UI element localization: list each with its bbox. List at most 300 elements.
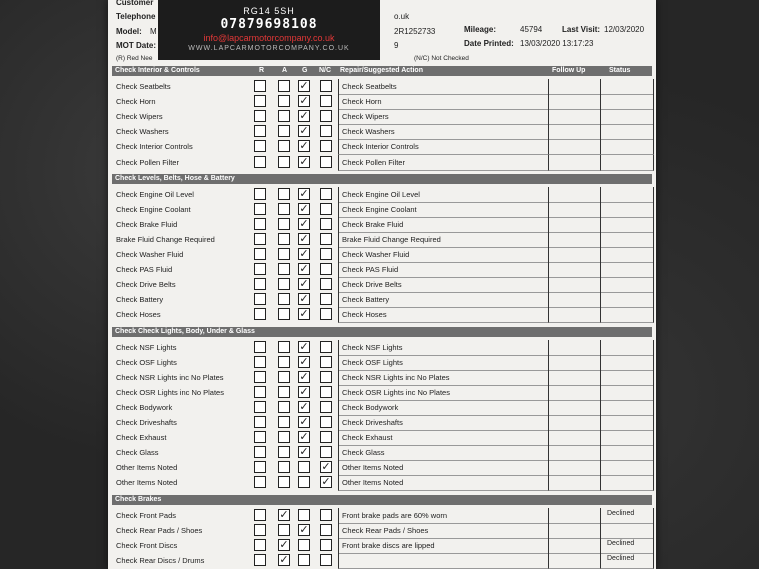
date-printed-label: Date Printed: <box>464 39 514 48</box>
action-cell <box>338 109 549 125</box>
checkbox-a[interactable]: ✓ <box>279 538 289 551</box>
status-cell <box>600 385 654 401</box>
action-text: Check Driveshafts <box>342 418 403 427</box>
checkbox-a[interactable] <box>278 308 290 320</box>
section-header <box>112 66 652 76</box>
action-cell <box>338 355 549 371</box>
checkbox-g[interactable]: ✓ <box>299 187 309 200</box>
status-cell <box>600 232 654 248</box>
action-cell <box>338 262 549 278</box>
mot-date-label: MOT Date: <box>116 41 156 50</box>
checkbox-g[interactable]: ✓ <box>299 416 309 428</box>
follow-up-cell[interactable] <box>548 508 601 524</box>
checkbox-nc[interactable] <box>320 554 332 566</box>
checkbox-nc[interactable] <box>320 356 332 368</box>
checkbox-r[interactable] <box>254 80 266 92</box>
action-text: Front brake discs are lipped <box>342 540 435 550</box>
column-header-action: Repair/Suggested Action <box>340 67 423 74</box>
checkbox-g[interactable]: ✓ <box>299 523 309 536</box>
status-cell <box>600 247 654 263</box>
item-label: Check Front Discs <box>116 540 178 550</box>
action-text: Check Engine Oil Level <box>342 189 420 199</box>
action-cell <box>338 247 549 263</box>
status-cell <box>600 187 654 203</box>
follow-up-cell[interactable] <box>548 187 601 203</box>
checkbox-nc[interactable] <box>320 125 332 137</box>
checkbox-r[interactable] <box>254 248 266 260</box>
checklist-row <box>112 508 652 523</box>
item-label: Check NSR Lights inc No Plates <box>116 372 224 382</box>
checkbox-r[interactable] <box>254 371 266 383</box>
section-title: Check Interior & Controls <box>115 67 200 74</box>
checkbox-a[interactable] <box>278 218 290 230</box>
checkbox-nc[interactable] <box>320 293 332 305</box>
checkbox-g[interactable]: ✓ <box>299 95 309 108</box>
status-cell <box>600 124 654 140</box>
action-cell <box>338 292 549 308</box>
action-text: Other Items Noted <box>342 463 404 473</box>
action-text: Check Horn <box>342 97 382 107</box>
checkbox-g[interactable]: ✓ <box>299 293 309 306</box>
checklist-row <box>112 232 652 247</box>
checkbox-a[interactable] <box>278 95 290 107</box>
checkbox-g[interactable]: ✓ <box>299 140 309 153</box>
checklist-row <box>112 538 652 553</box>
action-text: Check Engine Coolant <box>342 204 417 214</box>
checkbox-nc[interactable] <box>320 248 332 260</box>
column-header-follow-up: Follow Up <box>552 67 586 74</box>
action-cell <box>338 139 549 155</box>
action-cell <box>338 415 549 431</box>
checklist-row <box>112 385 652 400</box>
action-cell <box>338 430 549 446</box>
status-cell <box>600 292 654 308</box>
checkbox-r[interactable] <box>254 233 266 245</box>
follow-up-cell[interactable] <box>548 460 601 476</box>
checklist-row <box>112 460 652 475</box>
item-label: Check PAS Fluid <box>116 265 173 275</box>
action-cell <box>338 94 549 110</box>
item-label: Other Items Noted <box>116 478 178 488</box>
checkbox-r[interactable] <box>254 446 266 458</box>
status-cell <box>600 460 654 476</box>
section-header <box>112 327 652 337</box>
action-cell <box>338 370 549 386</box>
last-visit-value: 12/03/2020 <box>604 25 645 34</box>
action-text: Check Rear Pads / Shoes <box>342 525 429 535</box>
action-cell <box>338 523 549 539</box>
checkbox-r[interactable] <box>254 218 266 230</box>
checklist-row <box>112 445 652 460</box>
item-label: Brake Fluid Change Required <box>116 234 215 244</box>
action-text: Check PAS Fluid <box>342 265 399 275</box>
checkbox-r[interactable] <box>254 263 266 275</box>
follow-up-cell[interactable] <box>548 475 601 491</box>
checkbox-g[interactable]: ✓ <box>299 125 309 138</box>
checkbox-a[interactable]: ✓ <box>279 553 289 566</box>
checkbox-a[interactable] <box>278 293 290 305</box>
checkbox-r[interactable] <box>254 341 266 353</box>
checkbox-r[interactable] <box>254 554 266 566</box>
status-cell <box>600 355 654 371</box>
action-cell <box>338 460 549 476</box>
checkbox-r[interactable] <box>254 95 266 107</box>
sticker-email: info@lapcarmotorcompany.co.uk <box>203 33 335 43</box>
checkbox-r[interactable] <box>254 461 266 473</box>
sticker-website: WWW.LAPCARMOTORCOMPANY.CO.UK <box>188 45 350 52</box>
checkbox-r[interactable] <box>254 524 266 536</box>
item-label: Check Hoses <box>116 310 161 320</box>
action-text: Check Exhaust <box>342 433 393 443</box>
follow-up-cell[interactable] <box>548 124 601 140</box>
checklist-row <box>112 475 652 490</box>
column-header-status: Status <box>609 67 631 74</box>
status-cell <box>600 262 654 278</box>
checkbox-g[interactable]: ✓ <box>299 385 309 398</box>
checkbox-nc[interactable] <box>320 401 332 413</box>
checkbox-nc[interactable] <box>320 524 332 536</box>
follow-up-cell[interactable] <box>548 277 601 293</box>
status-cell <box>600 217 654 233</box>
checkbox-a[interactable] <box>278 110 290 122</box>
checkbox-r[interactable] <box>254 293 266 305</box>
status-cell <box>600 475 654 491</box>
follow-up-cell[interactable] <box>548 445 601 461</box>
checkbox-r[interactable] <box>254 509 266 521</box>
status-cell <box>600 538 654 554</box>
column-header-r: R <box>259 67 265 74</box>
action-text: Check Glass <box>342 448 385 458</box>
checkbox-g[interactable]: ✓ <box>299 446 309 459</box>
action-cell <box>338 340 549 356</box>
checkbox-a[interactable] <box>278 156 290 168</box>
checkbox-nc[interactable] <box>320 110 332 122</box>
item-label: Check Wipers <box>116 112 163 122</box>
checkbox-r[interactable] <box>254 356 266 368</box>
item-label: Check Drive Belts <box>116 280 176 290</box>
checkbox-g[interactable]: ✓ <box>299 355 309 368</box>
action-text: Check Bodywork <box>342 402 399 412</box>
checkbox-nc[interactable]: ✓ <box>321 461 331 474</box>
action-text: Check Seatbelts <box>342 82 397 91</box>
action-cell <box>338 187 549 203</box>
action-text: Check Interior Controls <box>342 142 419 152</box>
checkbox-a[interactable] <box>278 446 290 458</box>
checkbox-nc[interactable] <box>320 203 332 215</box>
item-label: Check OSR Lights inc No Plates <box>116 387 224 397</box>
checkbox-g[interactable] <box>298 509 310 521</box>
checkbox-a[interactable] <box>278 80 290 92</box>
checkbox-a[interactable] <box>278 431 290 443</box>
follow-up-cell[interactable] <box>548 523 601 539</box>
follow-up-cell[interactable] <box>548 217 601 233</box>
item-label: Check Bodywork <box>116 402 173 412</box>
follow-up-cell[interactable] <box>548 307 601 323</box>
follow-up-cell[interactable] <box>548 109 601 125</box>
checkbox-a[interactable] <box>278 188 290 200</box>
checkbox-nc[interactable] <box>320 188 332 200</box>
item-label: Check Washers <box>116 127 169 137</box>
follow-up-cell[interactable] <box>548 355 601 371</box>
checklist-row <box>112 430 652 445</box>
checklist-row <box>112 523 652 538</box>
mileage-value: 45794 <box>520 25 543 34</box>
checkbox-g[interactable]: ✓ <box>299 263 309 276</box>
action-text: Check NSR Lights inc No Plates <box>342 372 450 382</box>
checkbox-g[interactable]: ✓ <box>299 232 309 245</box>
checkbox-r[interactable] <box>254 386 266 398</box>
action-text: Check Washer Fluid <box>342 250 410 259</box>
checkbox-nc[interactable] <box>320 509 332 521</box>
item-label: Check Battery <box>116 295 164 305</box>
action-cell <box>338 307 549 323</box>
action-cell <box>338 155 549 171</box>
checkbox-g[interactable]: ✓ <box>299 278 309 291</box>
action-text: Check Washers <box>342 127 395 137</box>
action-cell <box>338 232 549 248</box>
follow-up-cell[interactable] <box>548 247 601 263</box>
status-cell <box>600 400 654 416</box>
checkbox-g[interactable] <box>298 476 310 488</box>
item-label: Check Horn <box>116 97 156 107</box>
action-cell <box>338 553 549 569</box>
status-cell <box>600 508 654 524</box>
checkbox-g[interactable]: ✓ <box>299 340 309 353</box>
checkbox-g[interactable]: ✓ <box>299 217 309 230</box>
checklist-row <box>112 202 652 217</box>
checkbox-g[interactable] <box>298 461 310 473</box>
checkbox-a[interactable] <box>278 371 290 383</box>
action-cell <box>338 475 549 491</box>
follow-up-cell[interactable] <box>548 292 601 308</box>
follow-up-cell[interactable] <box>548 262 601 278</box>
action-text: Check OSF Lights <box>342 357 403 367</box>
checkbox-nc[interactable] <box>320 80 332 92</box>
item-label: Check Exhaust <box>116 433 167 443</box>
checklist-row <box>112 217 652 232</box>
model-value: M <box>150 27 157 36</box>
action-cell <box>338 124 549 140</box>
action-text: Check NSF Lights <box>342 342 403 352</box>
checklist-row <box>112 79 652 94</box>
checkbox-nc[interactable] <box>320 431 332 443</box>
status-cell <box>600 445 654 461</box>
checkbox-g[interactable]: ✓ <box>299 431 309 444</box>
follow-up-cell[interactable] <box>548 79 601 95</box>
follow-up-cell[interactable] <box>548 155 601 171</box>
checkbox-nc[interactable] <box>320 446 332 458</box>
checkbox-nc[interactable] <box>320 308 332 320</box>
follow-up-cell[interactable] <box>548 202 601 218</box>
action-cell <box>338 400 549 416</box>
status-cell <box>600 307 654 323</box>
checkbox-g[interactable]: ✓ <box>299 248 309 260</box>
checklist-row <box>112 94 652 109</box>
checkbox-nc[interactable] <box>320 263 332 275</box>
item-label: Check Glass <box>116 448 159 458</box>
follow-up-cell[interactable] <box>548 538 601 554</box>
checkbox-r[interactable] <box>254 431 266 443</box>
status-cell <box>600 370 654 386</box>
mileage-label: Mileage: <box>464 25 497 34</box>
status-cell <box>600 94 654 110</box>
customer-label: Customer <box>116 0 154 7</box>
item-label: Check Engine Coolant <box>116 204 191 214</box>
status-text: Declined <box>607 554 635 562</box>
sticker-phone: 07879698108 <box>220 17 318 32</box>
status-cell <box>600 202 654 218</box>
checkbox-a[interactable] <box>278 125 290 137</box>
checkbox-a[interactable] <box>278 341 290 353</box>
column-header-g: G <box>302 67 308 74</box>
checkbox-nc[interactable] <box>320 218 332 230</box>
action-text: Check Wipers <box>342 112 389 122</box>
checkbox-r[interactable] <box>254 188 266 200</box>
checkbox-a[interactable]: ✓ <box>279 508 289 521</box>
checkbox-a[interactable] <box>278 461 290 473</box>
checkbox-a[interactable] <box>278 140 290 152</box>
checkbox-g[interactable]: ✓ <box>299 308 309 321</box>
checkbox-nc[interactable] <box>320 371 332 383</box>
checkbox-r[interactable] <box>254 539 266 551</box>
status-text: Declined <box>607 509 635 517</box>
action-text: Check Pollen Filter <box>342 157 405 167</box>
checkbox-r[interactable] <box>254 416 266 428</box>
checkbox-a[interactable] <box>278 476 290 488</box>
action-cell <box>338 202 549 218</box>
action-cell <box>338 508 549 524</box>
status-cell <box>600 430 654 446</box>
action-text: Check Drive Belts <box>342 280 402 290</box>
item-label: Check Brake Fluid <box>116 219 178 229</box>
checkbox-nc[interactable] <box>320 156 332 168</box>
status-cell <box>600 109 654 125</box>
checkbox-nc[interactable] <box>320 539 332 551</box>
checkbox-a[interactable] <box>278 386 290 398</box>
checkbox-a[interactable] <box>278 524 290 536</box>
checkbox-r[interactable] <box>254 125 266 137</box>
checkbox-nc[interactable] <box>320 233 332 245</box>
action-text: Check Brake Fluid <box>342 219 404 229</box>
checkbox-a[interactable] <box>278 248 290 260</box>
checklist-row <box>112 262 652 277</box>
checkbox-g[interactable]: ✓ <box>299 370 309 383</box>
status-cell <box>600 415 654 431</box>
email-partial: o.uk <box>394 12 410 21</box>
checkbox-a[interactable] <box>278 356 290 368</box>
checklist-row <box>112 277 652 292</box>
checkbox-nc[interactable] <box>320 278 332 290</box>
action-text: Front brake pads are 60% worn <box>342 510 448 520</box>
checklist-row <box>112 355 652 370</box>
checkbox-r[interactable] <box>254 140 266 152</box>
checkbox-r[interactable] <box>254 476 266 488</box>
checkbox-nc[interactable] <box>320 416 332 428</box>
item-label: Check Seatbelts <box>116 82 171 91</box>
checkbox-a[interactable] <box>278 203 290 215</box>
status-cell <box>600 553 654 569</box>
date-printed-value: 13/03/2020 13:17:23 <box>520 39 594 48</box>
follow-up-cell[interactable] <box>548 370 601 386</box>
status-text: Declined <box>607 539 635 547</box>
legend-right: (N/C) Not Checked <box>414 55 469 62</box>
checkbox-a[interactable] <box>278 401 290 413</box>
checkbox-r[interactable] <box>254 278 266 290</box>
item-label: Check Front Pads <box>116 510 177 520</box>
follow-up-cell[interactable] <box>548 340 601 356</box>
checkbox-r[interactable] <box>254 401 266 413</box>
checklist-row <box>112 415 652 430</box>
follow-up-cell[interactable] <box>548 94 601 110</box>
checklist-row <box>112 340 652 355</box>
section-header <box>112 174 652 184</box>
checkbox-a[interactable] <box>278 278 290 290</box>
follow-up-cell[interactable] <box>548 385 601 401</box>
action-cell <box>338 385 549 401</box>
checklist-row <box>112 400 652 415</box>
section-title: Check Check Lights, Body, Under & Glass <box>115 327 255 335</box>
checkbox-g[interactable]: ✓ <box>299 80 309 92</box>
checkbox-r[interactable] <box>254 110 266 122</box>
action-text: Check Battery <box>342 295 390 305</box>
checkbox-nc[interactable] <box>320 341 332 353</box>
checkbox-a[interactable] <box>278 416 290 428</box>
follow-up-cell[interactable] <box>548 232 601 248</box>
follow-up-cell[interactable] <box>548 430 601 446</box>
checkbox-nc[interactable] <box>320 140 332 152</box>
checkbox-nc[interactable] <box>320 386 332 398</box>
checklist-row <box>112 370 652 385</box>
checkbox-g[interactable]: ✓ <box>299 155 309 168</box>
status-cell <box>600 79 654 95</box>
checklist-row <box>112 139 652 154</box>
checkbox-r[interactable] <box>254 308 266 320</box>
checkbox-g[interactable] <box>298 539 310 551</box>
checkbox-nc[interactable]: ✓ <box>321 476 331 489</box>
item-label: Check Rear Discs / Drums <box>116 555 205 565</box>
follow-up-cell[interactable] <box>548 553 601 569</box>
checkbox-a[interactable] <box>278 233 290 245</box>
sticker-postcode: RG14 5SH <box>243 6 295 16</box>
checkbox-g[interactable] <box>298 554 310 566</box>
status-cell <box>600 139 654 155</box>
action-text: Brake Fluid Change Required <box>342 234 441 244</box>
checklist-row <box>112 155 652 170</box>
section-header <box>112 495 652 505</box>
checklist-row <box>112 109 652 124</box>
follow-up-cell[interactable] <box>548 400 601 416</box>
action-text: Check Hoses <box>342 310 387 320</box>
action-cell <box>338 538 549 554</box>
checkbox-g[interactable]: ✓ <box>299 400 309 413</box>
follow-up-cell[interactable] <box>548 139 601 155</box>
action-cell <box>338 277 549 293</box>
checkbox-nc[interactable] <box>320 95 332 107</box>
status-cell <box>600 340 654 356</box>
checkbox-r[interactable] <box>254 203 266 215</box>
checkbox-a[interactable] <box>278 263 290 275</box>
item-label: Check Washer Fluid <box>116 250 184 259</box>
section-title: Check Brakes <box>115 495 162 503</box>
checkbox-g[interactable]: ✓ <box>299 110 309 123</box>
checkbox-g[interactable]: ✓ <box>299 202 309 215</box>
item-label: Check Engine Oil Level <box>116 189 194 199</box>
action-cell <box>338 445 549 461</box>
item-label: Check Driveshafts <box>116 418 177 427</box>
follow-up-cell[interactable] <box>548 415 601 431</box>
checkbox-r[interactable] <box>254 156 266 168</box>
action-text: Check OSR Lights inc No Plates <box>342 387 450 397</box>
